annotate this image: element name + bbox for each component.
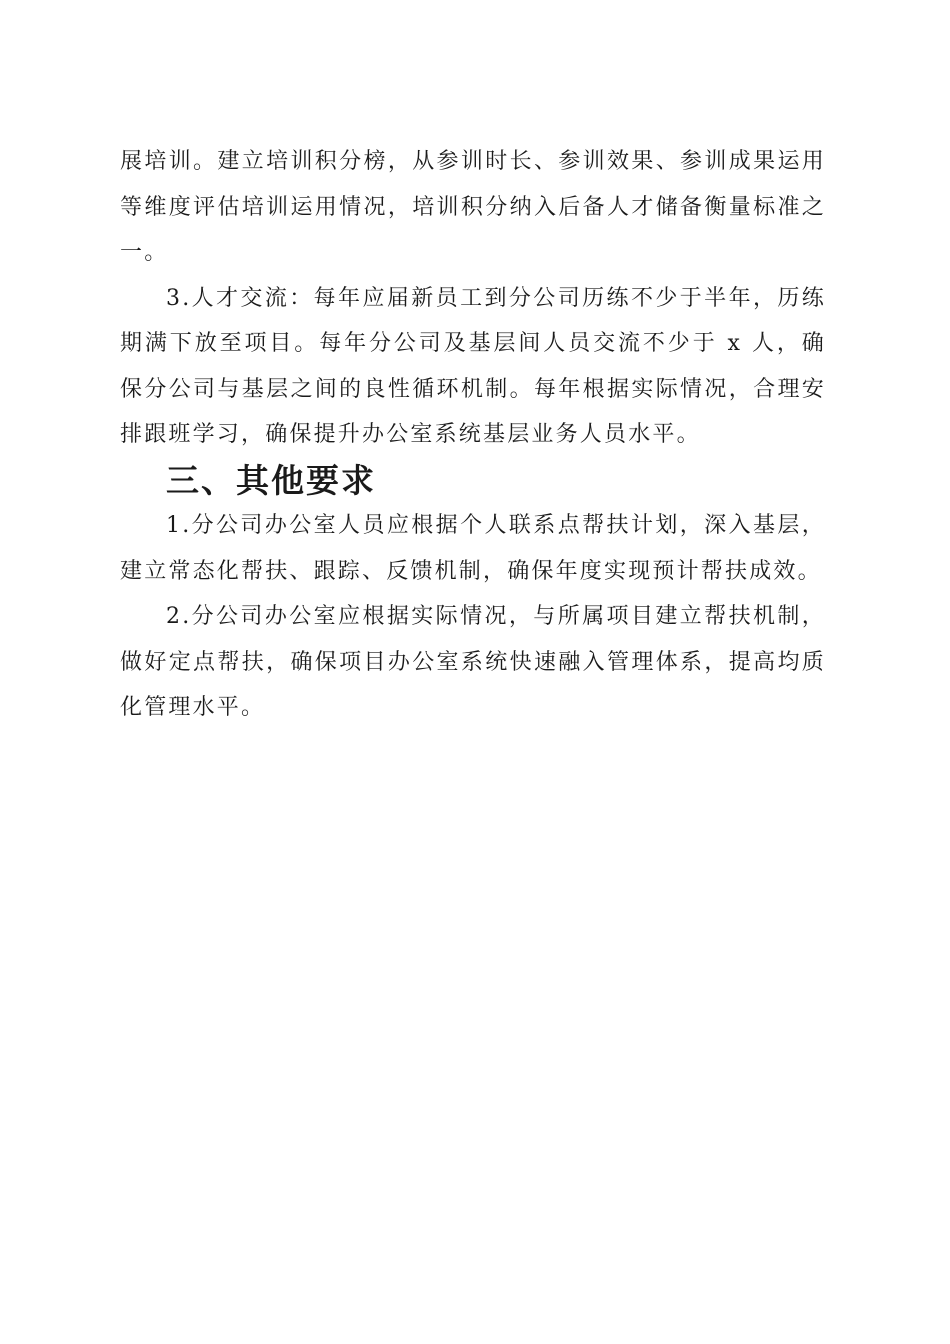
document-body: [120, 139, 826, 731]
paragraph-training-continued: 展培训。建立培训积分榜，从参训时长、参训效果、参训成果运用等维度评估培训运用情况，培训积分纳入后备人才储备衡量标准之一。: [120, 149, 826, 265]
section-heading-other-requirements: 三、其他要求: [166, 460, 376, 500]
paragraph-requirement-1: 1.分公司办公室人员应根据个人联系点帮扶计划，深入基层，建立常态化帮扶、跟踪、反馈机制，确保年度实现预计帮扶成效。: [120, 513, 826, 584]
paragraph-requirement-2: 2.分公司办公室应根据实际情况，与所属项目建立帮扶机制，做好定点帮扶，确保项目办公室系统快速融入管理体系，提高均质化管理水平。: [120, 604, 826, 720]
paragraph-talent-exchange: 3.人才交流：每年应届新员工到分公司历练不少于半年，历练期满下放至项目。每年分公司及基层间人员交流不少于 x 人，确保分公司与基层之间的良性循环机制。每年根据实际情况，合理安排跟班学习，确保提升办公室系统基层业务人员水平。: [120, 285, 826, 447]
